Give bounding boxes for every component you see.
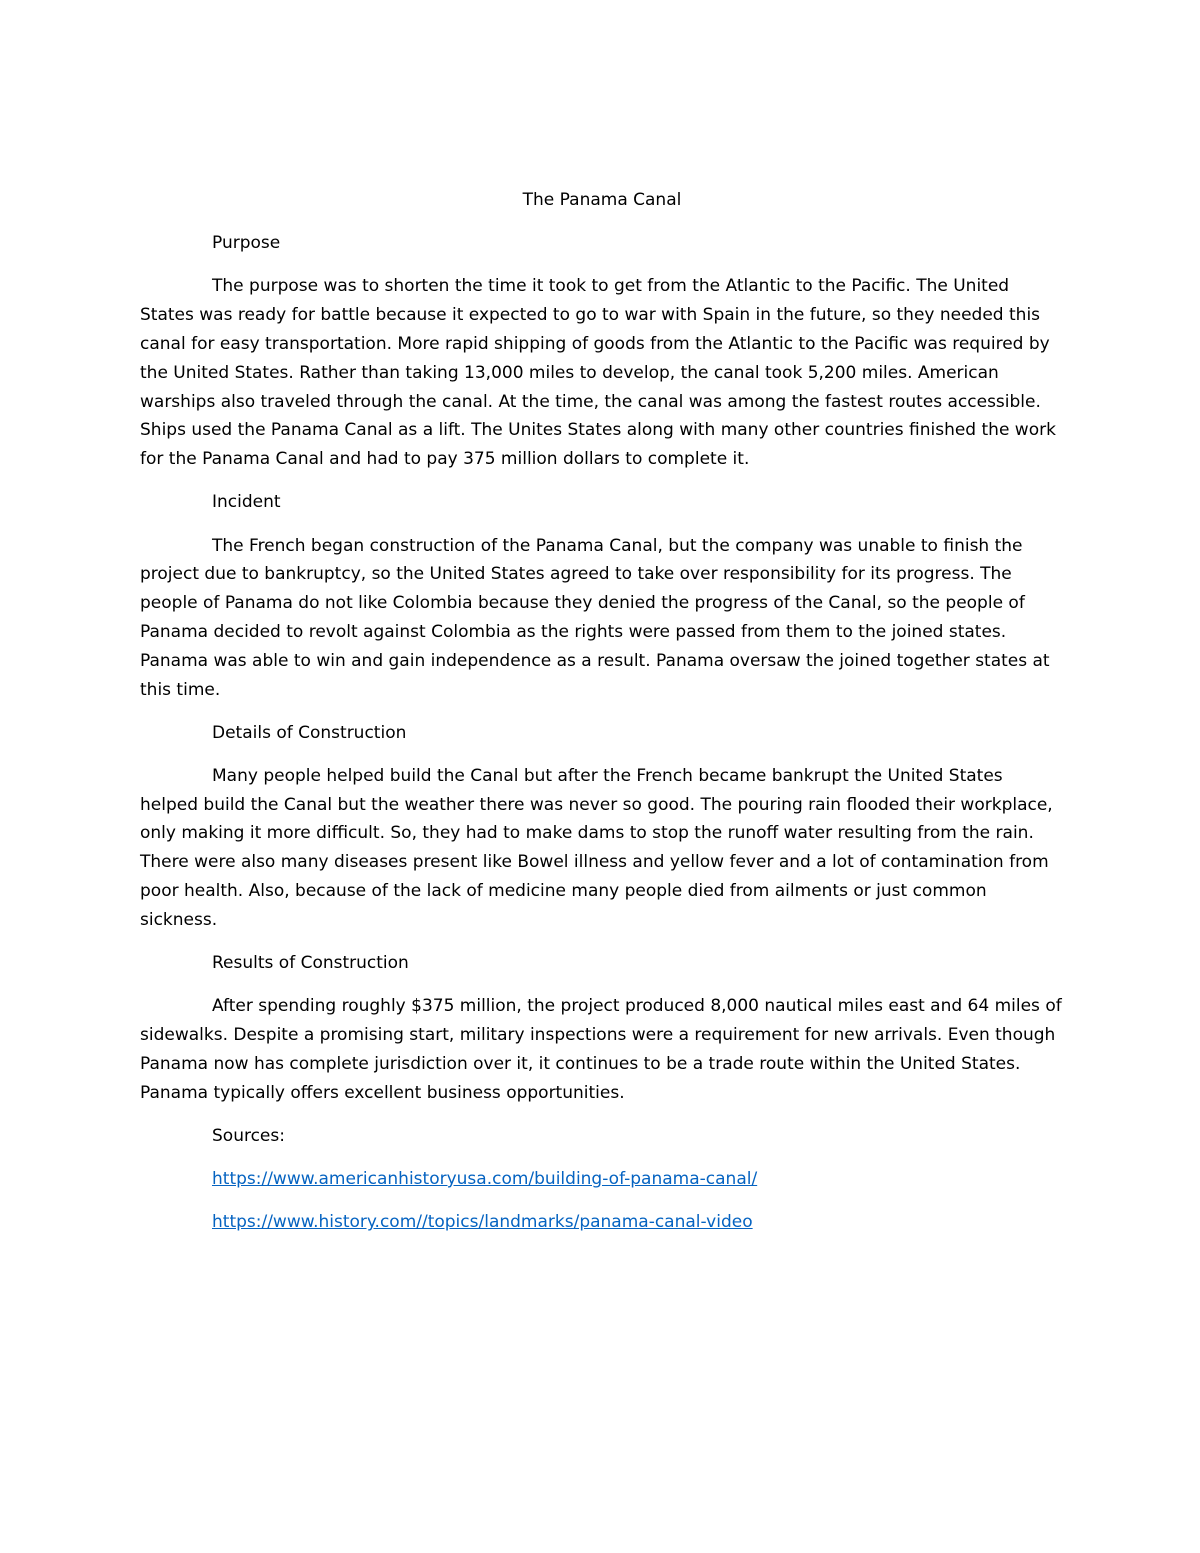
section-heading-details-of-construction: Details of Construction [212,722,407,743]
section-heading-purpose: Purpose [212,233,281,254]
document-body [140,186,1064,1251]
source-link-americanhistoryusa[interactable]: https://www.americanhistoryusa.com/building-of-panama-canal/ [212,1169,758,1190]
sources-label: Sources: [212,1125,285,1146]
section-paragraph-details-of-construction: Many people helped build the Canal but after the French became bankrupt the United States helped build the Canal but the weather there was never so good. The pouring rain flooded their workplace, only making it more difficult. So, they had to make dams to stop the runoff water resulting from the rain. There were also many diseases present like Bowel illness and yellow fever and a lot of contamination from poor health. Also, because of the lack of medicine many people died from ailments or just common sickness. [140,765,1053,930]
section-heading-incident: Incident [212,492,281,513]
section-heading-results-of-construction: Results of Construction [212,953,409,974]
section-paragraph-results-of-construction: After spending roughly $375 million, the project produced 8,000 nautical miles east and 64 miles of sidewalks. Despite a promising start, military inspections were a requirement for new arrivals. Even though Panama now has complete jurisdiction over it, it continues to be a trade route within the United States. Panama typically offers excellent business opportunities. [140,996,1062,1103]
section-paragraph-incident: The French began construction of the Panama Canal, but the company was unable to finish the project due to bankruptcy, so the United States agreed to take over responsibility for its progress. The people of Panama do not like Colombia because they denied the progress of the Canal, so the people of Panama decided to revolt against Colombia as the rights were passed from them to the joined states. Panama was able to win and gain independence as a result. Panama oversaw the joined together states at this time. [140,535,1050,700]
section-paragraph-purpose: The purpose was to shorten the time it took to get from the Atlantic to the Pacific. The United States was ready for battle because it expected to go to war with Spain in the future, so they needed this canal for easy transportation. More rapid shipping of goods from the Atlantic to the Pacific was required by the United States. Rather than taking 13,000 miles to develop, the canal took 5,200 miles. American warships also traveled through the canal. At the time, the canal was among the fastest routes accessible. Ships used the Panama Canal as a lift. The Unites States along with many other countries finished the work for the Panama Canal and had to pay 375 million dollars to complete it. [140,276,1056,470]
document-title: The Panama Canal [522,190,682,210]
source-link-history[interactable]: https://www.history.com//topics/landmarks/panama-canal-video [212,1212,753,1233]
